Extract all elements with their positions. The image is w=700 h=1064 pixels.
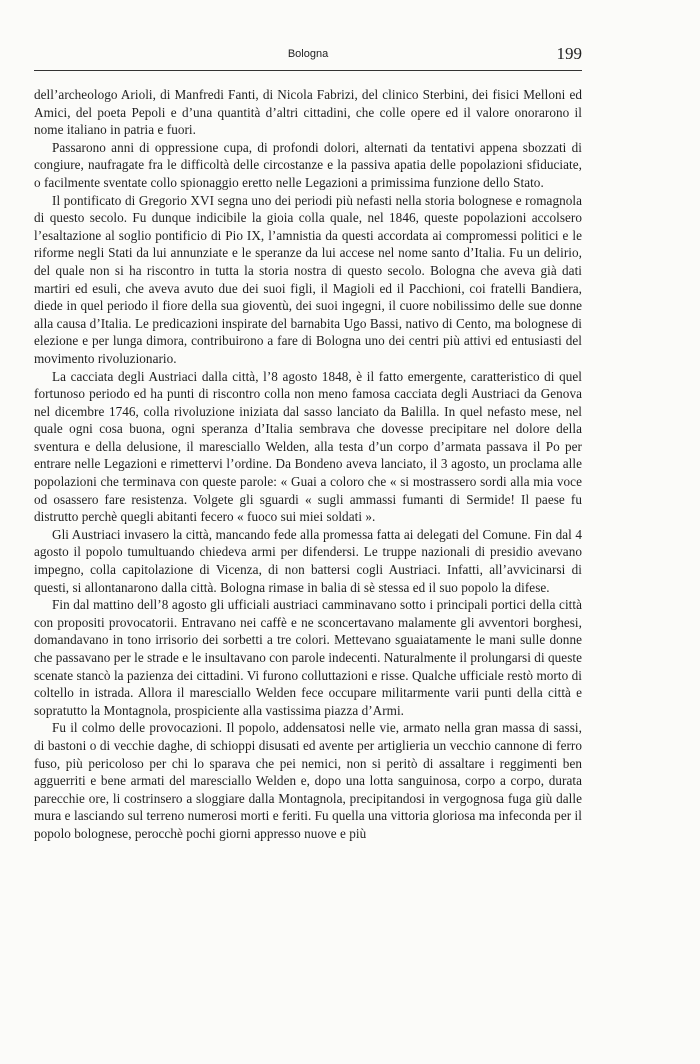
page-number: 199: [556, 44, 582, 63]
paragraph-8-agosto: Fin dal mattino dell’8 agosto gli ufficiali austriaci camminavano sotto i principali portici della città con propositi provocatorii. Entravano nei caffè e ne sconcertavano malamente gli avventori borghesi, domandavano in tono irrisorio dei sorbetti a tre colori. Mettevano sguaiatamente le mani sulle donne che passavano per le strade e le insultavano con parole indecenti. Naturalmente il prolungarsi di queste scenate stancò la pazienza dei cittadini. Vi furono colluttazioni e risse. Qualche ufficiale restò morto di coltello in istrada. Allora il maresciallo Welden fece occupare militarmente varii punti della città e sopratutto la Montagnola, prospiciente alla vastissima piazza d’Armi.: [34, 597, 582, 718]
paragraph-continued: dell’archeologo Arioli, di Manfredi Fanti, di Nicola Fabrizi, del clinico Sterbini, dei fisici Melloni ed Amici, del poeta Pepoli e d’una quantità d’altri cittadini, che colle opere ed il valore onorarono il nome italiano in patria e fuori.: [34, 87, 582, 138]
paragraph-invasion: Gli Austriaci invasero la città, mancando fede alla promessa fatta ai delegati del Comune. Fin dal 4 agosto il popolo tumultuando chiedeva armi per difendersi. Le truppe nazionali di presidio avevano impegno, colla capitolazione di Vicenza, di non battersi cogli Austriaci. Infatti, all’avvicinarsi di questi, si allontanarono dalla città. Bologna rimase in balia di sè stessa ed il suo popolo la difese.: [34, 526, 582, 595]
paragraph-oppression: Passarono anni di oppressione cupa, di profondi dolori, alternati da tentativi appena sbozzati di congiure, naufragate fra le difficoltà delle circostanze e la passiva apatia delle popolazioni sfiduciate, o facilmente sventate collo spionaggio eretto nelle Legazioni a primissima funzione dello Stato.: [34, 139, 582, 190]
paragraph-montagnola: Fu il colmo delle provocazioni. Il popolo, addensatosi nelle vie, armato nella gran massa di sassi, di bastoni o di vecchie daghe, di schioppi disusati ed avente per artiglieria un vecchio cannone di ferro fuso, più pericoloso per chi lo sparava che pei nemici, non si peritò di assaltare i reggimenti ben agguerriti e bene armati del maresciallo Welden e, dopo una lotta sanguinosa, corpo a corpo, durata parecchie ore, li costrinsero a sloggiare dalla Montagnola, precipitandosi in vergognosa fuga giù dalle mura e lasciando sul terreno numerosi morti e feriti. Fu quella una vittoria gloriosa ma infeconda per il popolo bolognese, perocchè pochi giorni appresso nuove e più: [34, 720, 582, 841]
running-head: [34, 44, 582, 68]
header-rule: [34, 70, 582, 71]
paragraph-gregorio-xvi: Il pontificato di Gregorio XVI segna uno dei periodi più nefasti nella storia bolognese e romagnola di questo secolo. Fu dunque indicibile la gioia colla quale, nel 1846, queste popolazioni accolsero l’esaltazione al soglio pontificio di Pio IX, l’amnistia da questi accordata ai compromessi politici e le riforme negli Stati da lui annunziate e le speranze da lui accese nel nome santo d’Italia. Fu un delirio, del quale non si ha riscontro in tutta la storia nostra di questo secolo. Bologna che aveva già dati martiri ed esuli, che aveva avuto due dei suoi figli, il Magioli ed il Pacchioni, coi fratelli Bandiera, diede in quel periodo il fiore della sua gioventù, dei suoi ingegni, il cuore nobilissimo delle sue donne alla causa d’Italia. Le predicazioni inspirate del barnabita Ugo Bassi, nativo di Cento, ma bolognese di elezione e per lunga dimora, contribuirono a fare di Bologna uno dei centri più attivi ed entusiasti del movimento rivoluzionario.: [34, 192, 582, 366]
paragraph-cacciata: La cacciata degli Austriaci dalla città, l’8 agosto 1848, è il fatto emergente, caratteristico di quel fortunoso periodo ed ha punti di riscontro colla non meno famosa cacciata degli Austriaci da Genova nel dicembre 1746, colla rivoluzione iniziata dal sasso lanciato da Balilla. In quel nefasto mese, nel quale ogni cosa buona, ogni speranza d’Italia sembrava che dovesse precipitare nel dolore della sventura e della delusione, il maresciallo Welden, alla testa d’un corpo d’armata passava il Po per entrare nelle Legazioni e rimettervi l’ordine. Da Bondeno aveva lanciato, il 3 agosto, un proclama alle popolazioni che terminava con queste parole: « Guai a coloro che « si mostrassero sordi alla mia voce od osassero fare resistenza. Volgete gli sguardi « sugli ammassi fumanti di Sermide! Il paese fu distrutto perchè quegli abitanti fecero « fuoco sui miei soldati ».: [34, 368, 582, 525]
running-title: Bologna: [287, 48, 329, 60]
body-text: [34, 86, 582, 843]
